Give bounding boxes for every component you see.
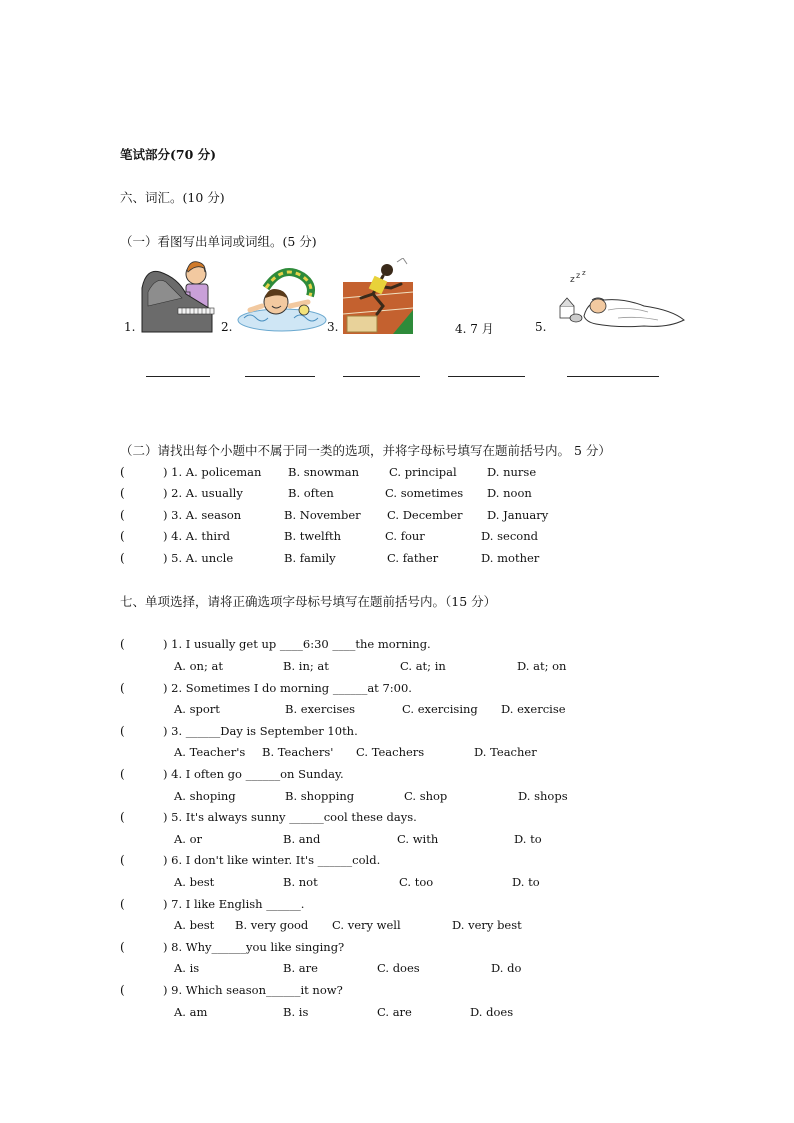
- part-title: 笔试部分(70 分): [120, 147, 217, 162]
- swimming-boy-picture: [236, 262, 328, 334]
- picture-item-5-label: 5.: [535, 320, 547, 334]
- picture-item-3-label: 3.: [327, 320, 339, 334]
- question-stem: ) 3. ______Day is September 10th.: [163, 724, 358, 738]
- option-b: B. Teachers': [262, 745, 334, 759]
- option-c: C. very well: [332, 918, 401, 932]
- option-c: C. father: [387, 551, 439, 565]
- option-a: A. or: [174, 832, 203, 846]
- answer-bracket[interactable]: (: [120, 637, 125, 651]
- option-a: A. Teacher's: [174, 745, 246, 759]
- answer-line-2[interactable]: [245, 376, 315, 377]
- option-b: B. November: [284, 508, 361, 522]
- answer-bracket[interactable]: (: [120, 853, 125, 867]
- option-b: B. twelfth: [284, 529, 341, 543]
- option-c: C. too: [399, 875, 434, 889]
- question-stem: ) 9. Which season______it now?: [163, 983, 343, 997]
- option-a: A. sport: [174, 702, 220, 716]
- option-d: D. shops: [518, 789, 568, 803]
- question-stem: ) 7. I like English ______.: [163, 897, 305, 911]
- svg-text:z: z: [576, 271, 581, 280]
- answer-bracket[interactable]: (: [120, 724, 125, 738]
- option-a: A. best: [174, 918, 215, 932]
- answer-bracket[interactable]: (: [120, 529, 125, 543]
- option-b: B. shopping: [285, 789, 355, 803]
- question-stem: ) 6. I don't like winter. It's ______cold.: [163, 853, 381, 867]
- option-a: A. shoping: [174, 789, 236, 803]
- option-c: C. sometimes: [385, 486, 464, 500]
- long-jump-picture: [343, 258, 413, 334]
- question-stem: ) 1. I usually get up ____6:30 ____the morning.: [163, 637, 431, 651]
- answer-bracket[interactable]: (: [120, 486, 125, 500]
- answer-bracket[interactable]: (: [120, 940, 125, 954]
- option-d: D. exercise: [501, 702, 566, 716]
- option-a: A. is: [174, 961, 200, 975]
- option-d: D. mother: [481, 551, 540, 565]
- option-b: B. very good: [235, 918, 309, 932]
- option-c: C. shop: [404, 789, 448, 803]
- answer-line-1[interactable]: [146, 376, 210, 377]
- option-d: D. January: [487, 508, 549, 522]
- option-a: A. best: [174, 875, 215, 889]
- subsection-two-title: （二）请找出每个小题中不属于同一类的选项，并将字母标号填写在题前括号内。 5 分）: [120, 443, 611, 458]
- answer-line-5[interactable]: [567, 376, 659, 377]
- option-d: D. do: [491, 961, 522, 975]
- svg-text:z: z: [570, 275, 575, 285]
- option-b: B. snowman: [288, 465, 360, 479]
- option-a: A. on; at: [174, 659, 223, 673]
- option-c: C. at; in: [400, 659, 446, 673]
- option-b: B. exercises: [285, 702, 356, 716]
- option-c: C. with: [397, 832, 439, 846]
- option-c: C. are: [377, 1005, 412, 1019]
- option-b: B. not: [283, 875, 318, 889]
- option-b: B. is: [283, 1005, 309, 1019]
- question-stem: ) 2. A. usually: [163, 486, 243, 500]
- sleeping-person-picture: [548, 270, 688, 332]
- option-c: C. does: [377, 961, 420, 975]
- option-c: C. four: [385, 529, 425, 543]
- piano-player-picture: [138, 258, 222, 334]
- option-b: B. are: [283, 961, 318, 975]
- option-a: A. am: [174, 1005, 208, 1019]
- option-d: D. to: [514, 832, 542, 846]
- section-six-title: 六、词汇。(10 分): [120, 190, 225, 205]
- answer-bracket[interactable]: (: [120, 551, 125, 565]
- option-b: B. often: [288, 486, 334, 500]
- option-d: D. Teacher: [474, 745, 537, 759]
- option-c: C. Teachers: [356, 745, 425, 759]
- question-stem: ) 4. A. third: [163, 529, 230, 543]
- option-b: B. family: [284, 551, 336, 565]
- svg-text:z: z: [582, 270, 586, 277]
- answer-line-4[interactable]: [448, 376, 525, 377]
- picture-item-4-label: 4. 7 月: [455, 322, 494, 336]
- question-stem: ) 8. Why______you like singing?: [163, 940, 345, 954]
- option-d: D. does: [470, 1005, 514, 1019]
- section-seven-title: 七、单项选择，请将正确选项字母标号填写在题前括号内。（15 分）: [120, 594, 497, 609]
- option-b: B. and: [283, 832, 321, 846]
- answer-bracket[interactable]: (: [120, 465, 125, 479]
- picture-item-2-label: 2.: [221, 320, 233, 334]
- answer-bracket[interactable]: (: [120, 508, 125, 522]
- picture-item-1-label: 1.: [124, 320, 136, 334]
- subsection-one-title: （一）看图写出单词或词组。(5 分): [120, 234, 317, 249]
- question-stem: ) 5. It's always sunny ______cool these days.: [163, 810, 417, 824]
- answer-bracket[interactable]: (: [120, 767, 125, 781]
- question-stem: ) 1. A. policeman: [163, 465, 262, 479]
- answer-bracket[interactable]: (: [120, 897, 125, 911]
- option-d: D. second: [481, 529, 538, 543]
- answer-bracket[interactable]: (: [120, 810, 125, 824]
- question-stem: ) 3. A. season: [163, 508, 242, 522]
- answer-bracket[interactable]: (: [120, 983, 125, 997]
- question-stem: ) 4. I often go ______on Sunday.: [163, 767, 344, 781]
- option-d: D. to: [512, 875, 540, 889]
- option-c: C. principal: [389, 465, 457, 479]
- answer-line-3[interactable]: [343, 376, 420, 377]
- option-c: C. exercising: [402, 702, 478, 716]
- option-d: D. nurse: [487, 465, 537, 479]
- option-b: B. in; at: [283, 659, 329, 673]
- option-d: D. at; on: [517, 659, 567, 673]
- option-d: D. very best: [452, 918, 522, 932]
- answer-bracket[interactable]: (: [120, 681, 125, 695]
- option-c: C. December: [387, 508, 463, 522]
- option-d: D. noon: [487, 486, 532, 500]
- question-stem: ) 5. A. uncle: [163, 551, 234, 565]
- question-stem: ) 2. Sometimes I do morning ______at 7:00.: [163, 681, 412, 695]
